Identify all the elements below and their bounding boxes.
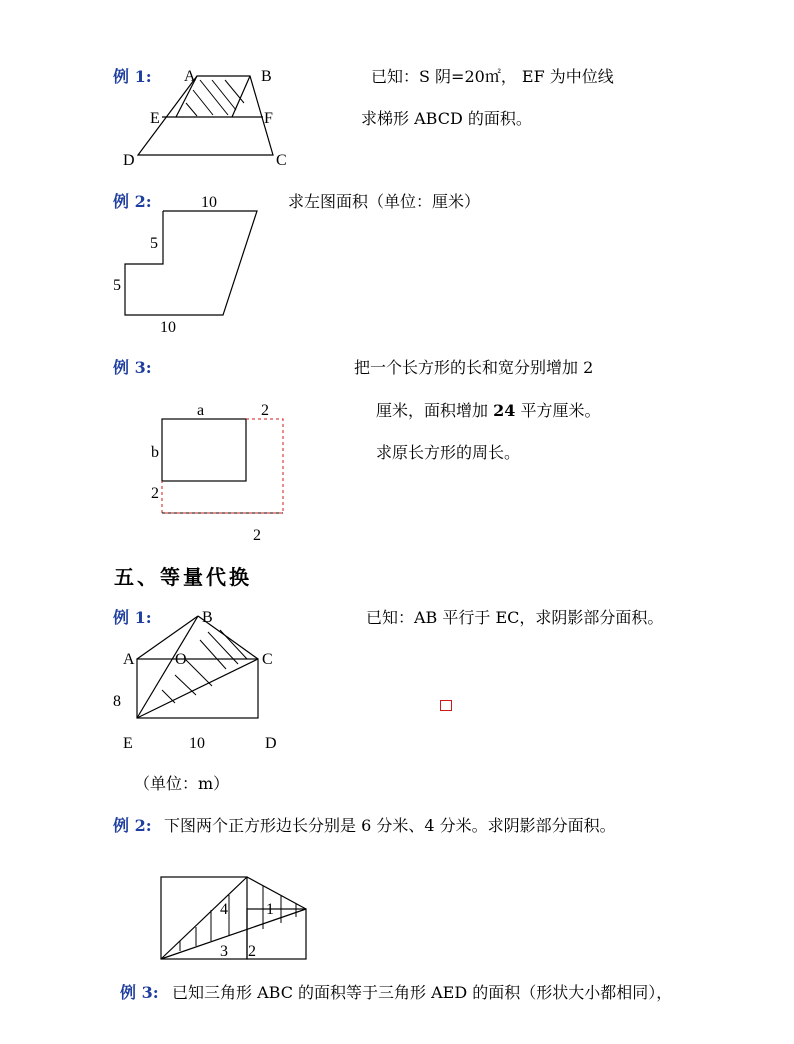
example-2-label: 例 2: bbox=[113, 192, 152, 211]
s5-example-3-label: 例 3: bbox=[120, 983, 159, 1002]
example-1-given: 已知：S 阴=20㎡， EF 为中位线 bbox=[371, 67, 614, 86]
s5-dim-10: 10 bbox=[189, 735, 205, 752]
dim-top-2: 2 bbox=[261, 402, 269, 419]
dim-bottom-10: 10 bbox=[160, 319, 176, 336]
example-1-question: 求梯形 ABCD 的面积。 bbox=[361, 109, 532, 128]
point-b-label: B bbox=[261, 68, 272, 85]
dim-a: a bbox=[197, 402, 205, 419]
region-4: 4 bbox=[220, 901, 228, 918]
region-1: 1 bbox=[266, 901, 274, 918]
s5-point-c: C bbox=[262, 651, 273, 668]
point-e-label: E bbox=[150, 110, 160, 127]
example-2-question: 求左图面积（单位：厘米） bbox=[288, 192, 481, 211]
example-3-line-1: 把一个长方形的长和宽分别增加 2 bbox=[354, 358, 594, 377]
dim-left-2: 2 bbox=[151, 485, 159, 502]
s5-point-b: B bbox=[202, 609, 213, 626]
s5-example-2-label: 例 2: bbox=[113, 816, 152, 835]
example-1-label: 例 1: bbox=[113, 67, 152, 86]
example-3-label: 例 3: bbox=[113, 358, 152, 377]
dim-mid-5: 5 bbox=[150, 235, 158, 252]
s5-example-1-question: 已知：AB 平行于 EC，求阴影部分面积。 bbox=[366, 608, 664, 627]
s5-example-1-unit: （单位：m） bbox=[134, 774, 230, 793]
point-c-label: C bbox=[276, 152, 287, 169]
point-a-label: A bbox=[184, 68, 196, 85]
dim-bottom-2: 2 bbox=[253, 527, 261, 544]
s5-example-2-question: 下图两个正方形边长分别是 6 分米、4 分米。求阴影部分面积。 bbox=[164, 816, 616, 835]
dim-b: b bbox=[151, 444, 159, 461]
section-5-heading: 五、等量代换 bbox=[114, 565, 252, 589]
region-2: 2 bbox=[248, 943, 256, 960]
example-3-line-2: 厘米，面积增加 24 平方厘米。 bbox=[376, 401, 601, 420]
s5-point-a: A bbox=[123, 651, 135, 668]
s5-example-1-label: 例 1: bbox=[113, 608, 152, 627]
dim-left-5: 5 bbox=[113, 277, 121, 294]
point-d-label: D bbox=[123, 152, 135, 169]
s5-point-o: O bbox=[175, 651, 187, 668]
dim-top-10: 10 bbox=[201, 194, 217, 211]
s5-example-3-text: 已知三角形 ABC 的面积等于三角形 AED 的面积（形状大小都相同）， bbox=[172, 983, 673, 1002]
s5-point-e: E bbox=[123, 735, 133, 752]
region-3: 3 bbox=[220, 943, 228, 960]
s5-point-d: D bbox=[265, 735, 277, 752]
example-3-line-3: 求原长方形的周长。 bbox=[376, 443, 521, 462]
s5-dim-8: 8 bbox=[113, 693, 121, 710]
point-f-label: F bbox=[264, 110, 273, 127]
